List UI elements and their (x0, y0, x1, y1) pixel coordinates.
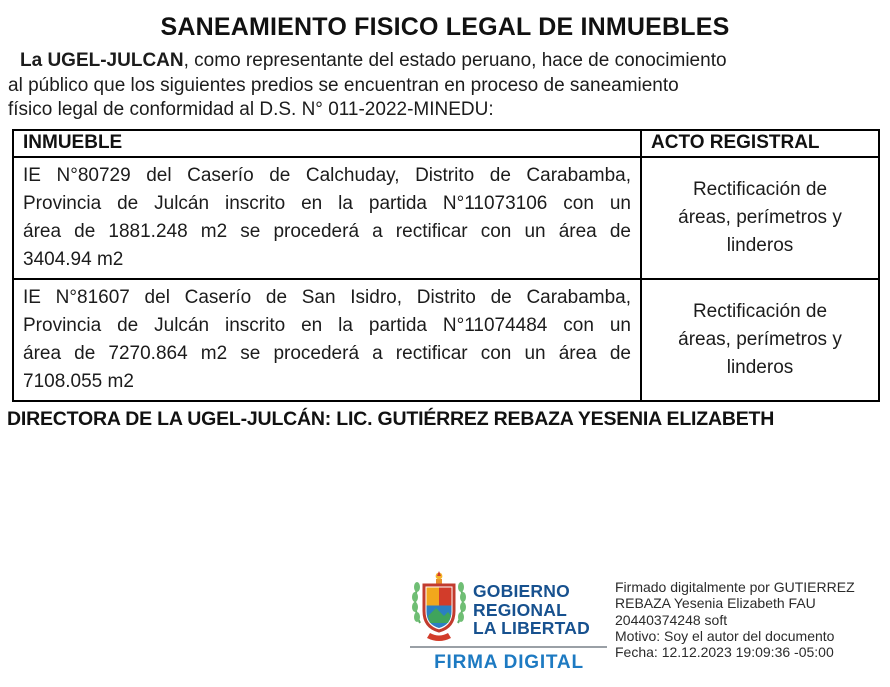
properties-table (12, 129, 880, 402)
acto-cell-1: Rectificación de áreas, perímetros y linderos (641, 157, 879, 279)
gobierno-regional-wordmark: GOBIERNO REGIONAL LA LIBERTAD (473, 581, 590, 638)
signature-logo-area (410, 569, 608, 674)
signature-details: Firmado digitalmente por GUTIERREZ REBAZA Yesenia Elizabeth FAU 20440374248 soft Motivo: Soy el autor del documento Fecha: 12.12.2023 19:09:36 -05:00 (615, 579, 855, 661)
signature-divider (410, 646, 607, 648)
intro-line-2: al público que los siguientes predios se encuentran en proceso de saneamiento (8, 74, 679, 96)
directora-line: DIRECTORA DE LA UGEL-JULCÁN: LIC. GUTIÉRREZ REBAZA YESENIA ELIZABETH (7, 407, 775, 430)
document-page (0, 13, 890, 687)
header-acto-registral: ACTO REGISTRAL (641, 130, 879, 157)
table-header-row (13, 130, 879, 157)
digital-signature-block (410, 569, 860, 674)
table-row (13, 279, 879, 401)
intro-line-1-rest: , como representante del estado peruano, hace de conocimiento (183, 50, 727, 71)
header-inmueble: INMUEBLE (13, 130, 641, 157)
regional-coat-of-arms-icon (410, 571, 468, 643)
intro-line-3: físico legal de conformidad al D.S. N° 011-2022-MINEDU: (8, 99, 494, 120)
intro-line-1 (8, 49, 882, 74)
firma-digital-label: FIRMA DIGITAL (434, 652, 584, 673)
intro-lead-bold: La UGEL-JULCAN (20, 50, 184, 71)
inmueble-cell-1: IE N°80729 del Caserío de Calchuday, Distrito de Carabamba, Provincia de Julcán inscrito en la partida N°11073106 con un área de 1881.248 m2 se procederá a rectificar con un área de 3404.94 m2 (13, 157, 641, 279)
acto-cell-2: Rectificación de áreas, perímetros y linderos (641, 279, 879, 401)
intro-paragraph (8, 49, 882, 123)
page-title: SANEAMIENTO FISICO LEGAL DE INMUEBLES (160, 13, 730, 41)
inmueble-cell-2: IE N°81607 del Caserío de San Isidro, Distrito de Carabamba, Provincia de Julcán inscrito en la partida N°11074484 con un área de 7270.864 m2 se procederá a rectificar con un área de 7108.055 m2 (13, 279, 641, 401)
table-row (13, 157, 879, 279)
